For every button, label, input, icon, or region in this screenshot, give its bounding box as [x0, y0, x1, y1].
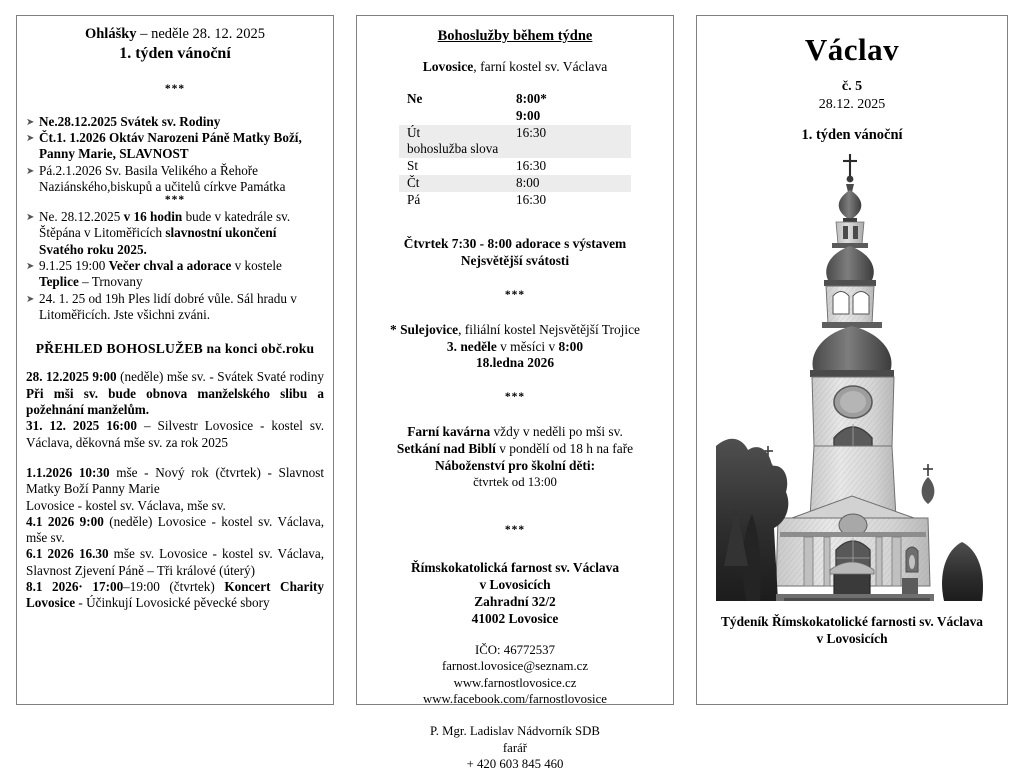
service-jan-entry	[26, 514, 324, 547]
schedule-time	[516, 141, 631, 158]
issue-number: č. 5	[841, 78, 863, 94]
feast-day-list	[26, 114, 324, 196]
sulejovice-line-1	[369, 322, 661, 339]
parish-name: Římskokatolická farnost sv. Václava	[410, 560, 620, 576]
service-jan-4-seg-0: 8.1 2026· 17:00	[26, 578, 124, 594]
parish-event-detail-0: vždy v neděli po mši sv.	[490, 423, 623, 439]
parish-event-detail-1: v pondělí od 18 h na faře	[495, 440, 634, 456]
town-name: Lovosice	[422, 59, 474, 74]
panel-weekly-services	[356, 15, 674, 772]
schedule-time: 9:00	[516, 107, 541, 123]
adoration-line-2: Nejsvětější svátosti	[460, 253, 570, 269]
adoration-note	[369, 236, 661, 270]
religion-class-time: čtvrtek od 13:00	[473, 475, 557, 490]
event-1-seg-0: 9.1.25 19:00	[39, 257, 109, 273]
announcements-title-date: – neděle 28. 12. 2025	[136, 26, 266, 42]
parish-church-subtitle	[369, 59, 661, 75]
service-dec-entry	[26, 418, 324, 451]
adoration-line-1: Čtvrtek 7:30 - 8:00 adorace s výstavem	[403, 236, 627, 252]
service-dec-0-seg-0: 28. 12.2025 9:00	[26, 369, 121, 385]
event-item	[26, 209, 324, 258]
service-jan-4-seg-2: Koncert Charity Lovosice	[26, 578, 325, 611]
schedule-day: bohoslužba slova	[399, 141, 516, 158]
priest-block	[369, 723, 661, 772]
schedule-day	[399, 108, 516, 125]
parish-email[interactable]: farnost.lovosice@seznam.cz	[441, 659, 589, 674]
arrow-bullet-icon: ➤	[26, 132, 35, 144]
event-0-seg-1: v 16 hodin	[123, 208, 186, 224]
church-name: , farní kostel sv. Václava	[473, 59, 608, 74]
priest-role: farář	[502, 740, 528, 755]
page-title: Václav	[804, 32, 900, 67]
schedule-time: 16:30	[516, 125, 631, 142]
parish-event-name-0: Farní kavárna	[407, 423, 491, 439]
parish-event-name-1: Setkání nad Biblí	[396, 440, 496, 456]
sulejovice-week: 3. neděle	[446, 338, 497, 354]
services-list-january	[26, 465, 324, 612]
parish-event	[369, 458, 661, 475]
service-jan-entry	[26, 579, 324, 612]
church-photo	[707, 146, 997, 601]
event-0-seg-0: Ne. 28.12.2025	[39, 208, 124, 224]
event-0-seg-2: bude v katedrále sv. Štěpána v Litoměřicích	[39, 208, 291, 241]
service-jan-2-seg-1: (neděle) Lovosice - kostel sv. Václava, mše sv.	[26, 513, 324, 546]
event-2-seg-0: 24. 1. 25 od 19h Ples lidí dobré vůle. Sál hradu v Litoměřicích. Jste všichni zváni.	[39, 290, 297, 323]
schedule-time: 8:00	[516, 175, 631, 192]
schedule-row	[399, 175, 631, 192]
services-list-december	[26, 369, 324, 450]
schedule-row	[399, 141, 631, 158]
issue-date: 28.12. 2025	[818, 96, 886, 112]
event-item-text	[39, 291, 324, 324]
schedule-row	[399, 108, 631, 125]
sulejovice-line-2	[369, 339, 661, 356]
schedule-row	[399, 91, 631, 108]
service-dec-1-seg-0: 31. 12. 2025 16:00	[26, 418, 144, 434]
service-jan-4-seg-1: –19:00 (čtvrtek)	[123, 578, 225, 594]
feast-1-seg-0: Čt.1. 1.2026 Oktáv Narozeni Páně Matky Boží, Panny Marie, SLAVNOST	[39, 129, 302, 162]
event-item	[26, 291, 324, 324]
service-dec-0-seg-2: Při mši sv. bude obnova manželského slibu a požehnání manželům.	[26, 385, 324, 418]
schedule-row	[399, 192, 631, 209]
parish-facebook[interactable]: www.facebook.com/farnostlovosice	[423, 692, 607, 707]
event-item	[26, 258, 324, 291]
parish-ico: IČO: 46772537	[475, 642, 555, 657]
priest-phone: + 420 603 845 460	[466, 757, 564, 772]
schedule-day: Čt	[399, 175, 516, 192]
sulejovice-star: *	[390, 321, 401, 337]
service-jan-0-seg-0: 1.1.2026 10:30	[26, 464, 117, 480]
schedule-day: St	[407, 158, 418, 174]
parish-event-name-2: Náboženství pro školní děti:	[434, 457, 596, 473]
schedule-day: Pá	[407, 191, 421, 207]
service-jan-3-seg-1: mše sv. Lovosice - kostel sv. Václava, Slavnost Zjevení Páně – Tři králové (úterý)	[26, 546, 325, 578]
sulejovice-name: Sulejovice	[400, 321, 459, 337]
service-jan-entry	[26, 498, 324, 514]
parish-event	[369, 424, 661, 441]
parish-events-list	[369, 424, 661, 475]
bulletin-footer	[707, 613, 997, 648]
separator-stars-2: ***	[164, 194, 186, 207]
schedule-day: Út	[399, 125, 516, 142]
feast-item-text	[39, 114, 324, 130]
arrow-bullet-icon: ➤	[26, 165, 35, 177]
schedule-row	[399, 158, 631, 175]
sulejovice-week-rest: v měsíci v	[496, 338, 559, 354]
parish-website[interactable]: www.farnostlovosice.cz	[453, 675, 577, 690]
parish-address-block	[369, 560, 661, 628]
panel-announcements	[16, 15, 334, 705]
arrow-bullet-icon: ➤	[26, 293, 35, 305]
feast-2-seg-0: Pá.2.1.2026 Sv. Basila Velikého a Řehoře Naziánského,biskupů a učitelů církve Památka	[39, 162, 286, 195]
event-1-seg-4: – Trnovany	[78, 274, 143, 290]
parish-contact-block	[369, 642, 661, 708]
sulejovice-church: , filiální kostel Nejsvětější Trojice	[458, 321, 640, 337]
event-0-seg-3: slavnostní ukončení Svatého roku 2025.	[39, 225, 277, 257]
schedule-day: Ne	[407, 91, 423, 106]
service-dec-entry	[26, 369, 324, 418]
announcements-title-line1	[26, 26, 324, 43]
feast-item-text	[39, 130, 324, 163]
event-list	[26, 209, 324, 324]
priest-name: P. Mgr. Ladislav Nádvorník SDB	[430, 724, 600, 739]
schedule-time: 16:30	[516, 158, 547, 174]
event-1-seg-2: v kostele	[234, 257, 282, 273]
service-dec-0-seg-1: (neděle) mše sv. - Svátek Svaté rodiny	[120, 369, 324, 385]
parish-event	[369, 441, 661, 458]
service-jan-4-seg-3: - Účinkují Lovosické pěvecké sbory	[75, 595, 270, 611]
liturgical-week: 1. týden vánoční	[801, 126, 903, 143]
panel-cover	[696, 15, 1008, 705]
event-item-text	[39, 209, 324, 258]
services-overview-heading: PŘEHLED BOHOSLUŽEB na konci obč.roku	[35, 341, 315, 357]
parish-zip: 41002 Lovosice	[471, 611, 559, 627]
parish-town: v Lovosicích	[479, 577, 551, 593]
service-jan-entry	[26, 465, 324, 498]
arrow-bullet-icon: ➤	[26, 211, 35, 223]
schedule-row	[399, 125, 631, 142]
service-dec-1-seg-1: – Silvestr Lovosice - kostel sv. Václava, děkovná mše sv. za rok 2025	[26, 418, 324, 450]
arrow-bullet-icon: ➤	[26, 260, 35, 272]
sulejovice-next-date: 18.ledna 2026	[475, 355, 555, 371]
parish-street: Zahradní 32/2	[474, 594, 556, 610]
separator-stars-3: ***	[504, 289, 526, 302]
schedule-time: 8:00*	[516, 91, 547, 106]
feast-item-text	[39, 163, 324, 196]
separator-stars-1: ***	[164, 83, 186, 96]
service-jan-1-seg-0: Lovosice - kostel sv. Václava, mše sv.	[26, 497, 226, 513]
service-jan-entry	[26, 546, 324, 579]
footer-line-2: v Lovosicích	[816, 630, 888, 646]
service-jan-3-seg-0: 6.1 2026 16.30	[26, 546, 114, 562]
announcements-title-word: Ohlášky	[84, 26, 137, 42]
sulejovice-block	[369, 322, 661, 373]
service-jan-0-seg-1: mše - Nový rok (čtvrtek) - Slavnost Matky Boží Panny Marie	[26, 464, 324, 497]
event-1-seg-3: Teplice	[39, 274, 79, 290]
footer-line-1: Týdeník Římskokatolické farnosti sv. Václava	[720, 613, 983, 629]
schedule-time: 16:30	[516, 191, 547, 207]
event-1-seg-1: Večer chval a adorace	[108, 257, 235, 273]
feast-item	[26, 163, 324, 196]
weekly-schedule-table	[399, 91, 631, 208]
feast-0-seg-0: Ne.28.12.2025 Svátek sv. Rodiny	[39, 113, 221, 129]
arrow-bullet-icon: ➤	[26, 116, 35, 128]
feast-item	[26, 130, 324, 163]
weekly-services-title: Bohoslužby během týdne	[437, 28, 593, 44]
announcements-title-line2: 1. týden vánoční	[119, 45, 231, 63]
church-of-st-wenceslas-illustration	[716, 146, 988, 601]
separator-stars-5: ***	[504, 523, 526, 536]
feast-item	[26, 114, 324, 130]
event-item-text	[39, 258, 324, 291]
service-jan-2-seg-0: 4.1 2026 9:00	[26, 513, 110, 529]
sulejovice-time: 8:00	[558, 338, 584, 354]
separator-stars-4: ***	[504, 391, 526, 404]
